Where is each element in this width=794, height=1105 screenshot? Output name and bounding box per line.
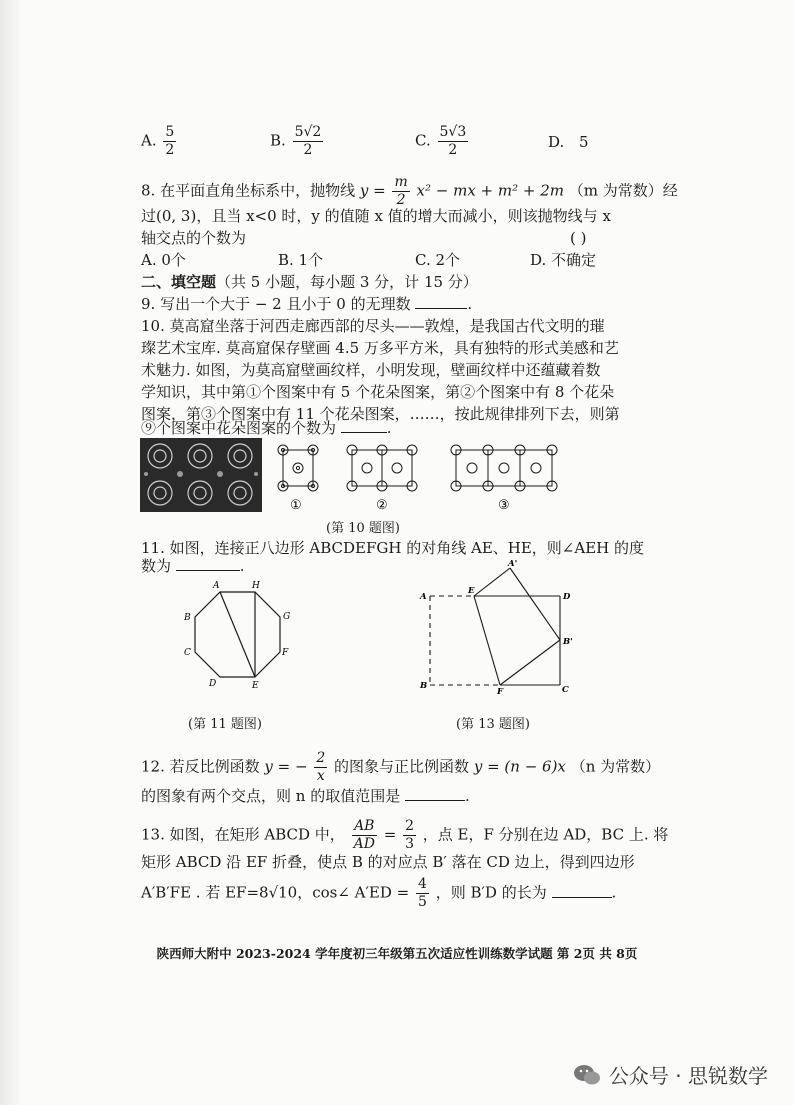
q8-option-c: C. 2个	[415, 251, 461, 269]
page-footer: 陕西师大附中 2023-2024 学年度初三年级第五次适应性训练数学试题 第 2页 共 8页	[156, 946, 638, 961]
pattern-2-label: ②	[376, 498, 388, 513]
answer-blank[interactable]	[176, 556, 240, 571]
answer-paren: ( )	[570, 229, 587, 247]
q10-caption: (第 10 题图)	[326, 521, 400, 536]
q12-middle: 的图象与正比例函数	[334, 757, 470, 776]
point-label: A	[420, 592, 427, 602]
period: .	[464, 787, 470, 805]
vertex-label: B	[184, 613, 191, 623]
q10-figure	[140, 438, 590, 518]
vertex-label: C	[184, 648, 191, 658]
denominator: AD	[353, 836, 375, 852]
period: .	[467, 295, 473, 313]
q12-suffix: （n 为常数）	[570, 757, 661, 776]
q11-line-2	[141, 556, 245, 576]
numerator: 2	[405, 818, 414, 834]
equation-lhs: y =	[359, 181, 386, 200]
pattern-1	[278, 445, 318, 491]
q11-text: 数为	[141, 557, 172, 575]
point-label: B	[420, 681, 428, 691]
point-label: F	[497, 687, 504, 695]
vertex-label: G	[283, 612, 291, 622]
denominator: x	[316, 768, 325, 784]
section-title: 二、填空题	[141, 273, 217, 291]
point-label: A'	[508, 560, 518, 569]
numerator: 4	[418, 876, 427, 892]
q13-caption: (第 13 题图)	[456, 717, 530, 732]
diagonal-ae	[220, 592, 255, 677]
numerator: 5√3	[439, 124, 467, 140]
q13-suffix: ，点 E，F 分别在边 AD，BC 上. 将	[422, 825, 669, 844]
q8-line-1	[141, 174, 678, 209]
segment-bf	[500, 640, 560, 685]
pattern-1-label: ①	[290, 498, 302, 513]
fraction	[293, 124, 324, 159]
page-shadow	[0, 0, 22, 1105]
numerator: 2	[316, 750, 326, 766]
q10-line-6	[141, 418, 392, 438]
period: .	[239, 557, 245, 575]
point-label: B'	[563, 637, 573, 647]
q9-text: 9. 写出一个大于 − 2 且小于 0 的无理数	[141, 295, 411, 313]
q13-fold-figure	[412, 560, 582, 695]
q7-option-b	[270, 124, 325, 159]
q12-text: 的图象有两个交点，则 n 的取值范围是	[141, 787, 401, 805]
pattern-3	[451, 445, 557, 491]
option-label: B.	[270, 131, 286, 150]
q8-option-b: B. 1个	[278, 251, 324, 269]
mural-photo	[140, 438, 262, 512]
answer-blank[interactable]	[405, 786, 465, 801]
denominator: 2	[396, 192, 406, 208]
answer-blank[interactable]	[341, 418, 387, 433]
section-note: （共 5 小题，每小题 3 分，计 15 分）	[216, 273, 478, 291]
fraction	[392, 174, 409, 209]
fraction	[352, 818, 377, 853]
option-value: 5	[579, 133, 589, 151]
segment-ab	[510, 568, 560, 640]
q13-text-b: ，则 B′D 的长为	[435, 883, 547, 902]
denominator: 3	[405, 836, 414, 852]
section-heading	[141, 272, 478, 292]
q10-line-1: 10. 莫高窟坐落于河西走廊西部的尽头——敦煌，是我国古代文明的璀	[141, 317, 605, 335]
answer-blank[interactable]	[552, 883, 612, 898]
option-label: C.	[415, 131, 431, 150]
point-label: E	[468, 586, 475, 596]
q7-option-a	[141, 124, 178, 159]
denominator: 2	[165, 142, 175, 158]
q8-line-2: 过(0, 3)，且当 x<0 时，y 的值随 x 值的增大而减小，则该抛物线与 x	[141, 207, 611, 225]
q8-suffix: （m 为常数）经	[568, 181, 678, 200]
numerator: m	[394, 174, 408, 190]
equation-rest: x² − mx + m² + 2m	[416, 181, 565, 200]
q9	[141, 294, 472, 314]
vertex-label: A	[213, 581, 220, 591]
q8-option-a: A. 0个	[141, 251, 186, 269]
q7-option-c	[415, 124, 470, 159]
q10-line-4: 学知识，其中第①个图案中有 5 个花朵图案，第②个图案中有 8 个花朵	[141, 383, 615, 401]
pattern-2	[347, 445, 417, 491]
q10-line-2: 璨艺术宝库. 莫高窟保存壁画 4.5 万多平方米，具有独特的形式美感和艺	[141, 339, 619, 357]
q11-octagon-figure	[175, 578, 305, 690]
watermark-text: 公众号 · 思锐数学	[608, 1064, 768, 1088]
numerator: 5√2	[294, 124, 322, 140]
q13-prefix: 13. 如图，在矩形 ABCD 中，	[141, 825, 345, 844]
fraction	[416, 876, 429, 911]
q10-line-5: 图案，第③个图案中有 11 个花朵图案，……，按此规律排列下去，则第	[141, 405, 620, 423]
fraction	[163, 124, 176, 159]
fraction	[438, 124, 469, 159]
wechat-icon	[573, 1063, 601, 1087]
segment-ea	[474, 568, 510, 596]
equation-lhs: y = −	[264, 757, 308, 776]
q12-line-2	[141, 786, 470, 806]
q13-text-a: A′B′FE . 若 EF=8√10，cos∠ A′ED =	[141, 883, 410, 902]
q13-line-2: 矩形 ABCD 沿 EF 折叠，使点 B 的对应点 B′ 落在 CD 边上，得到四边形	[141, 853, 635, 871]
q12-prefix: 12. 若反比例函数	[141, 757, 260, 776]
fold-line-ef	[474, 596, 500, 685]
answer-blank[interactable]	[415, 294, 467, 309]
fraction	[403, 818, 416, 853]
point-label: D	[563, 592, 571, 602]
period: .	[611, 883, 617, 902]
q13-line-3	[141, 876, 616, 911]
option-label: A.	[141, 131, 157, 150]
vertex-label: D	[209, 679, 217, 689]
period: .	[386, 419, 392, 437]
q8-option-d: D. 不确定	[530, 251, 597, 269]
denominator: 2	[448, 142, 458, 158]
q8-line-3: 轴交点的个数为	[141, 229, 247, 247]
q8-prefix: 8. 在平面直角坐标系中，抛物线	[141, 181, 356, 200]
denominator: 5	[418, 894, 427, 910]
vertex-label: H	[252, 581, 260, 591]
pattern-3-label: ③	[498, 498, 510, 513]
q13-line-1	[141, 818, 668, 853]
q11-caption: (第 11 题图)	[188, 717, 262, 732]
equation-2: y = (n − 6)x	[473, 757, 566, 776]
q10-line-3: 术魅力. 如图，为莫高窟壁画纹样，小明发现，壁画纹样中还蕴藏着数	[141, 361, 601, 379]
denominator: 2	[303, 142, 313, 158]
flower-icon	[293, 463, 303, 473]
numerator: 5	[165, 124, 175, 140]
q7-option-d	[548, 132, 589, 152]
point-label: C	[562, 685, 569, 695]
q12-line-1	[141, 750, 660, 785]
q11-line-1: 11. 如图，连接正八边形 ABCDEFGH 的对角线 AE、HE，则∠AEH 的度	[141, 539, 645, 557]
option-label: D.	[548, 133, 565, 151]
wechat-watermark	[573, 1060, 768, 1089]
vertex-label: F	[282, 648, 289, 658]
vertex-label: E	[252, 681, 259, 690]
fraction	[314, 750, 327, 785]
numerator: AB	[352, 818, 377, 836]
q10-text: ⑨个图案中花朵图案的个数为	[141, 419, 337, 437]
equals-sign: =	[383, 825, 397, 844]
